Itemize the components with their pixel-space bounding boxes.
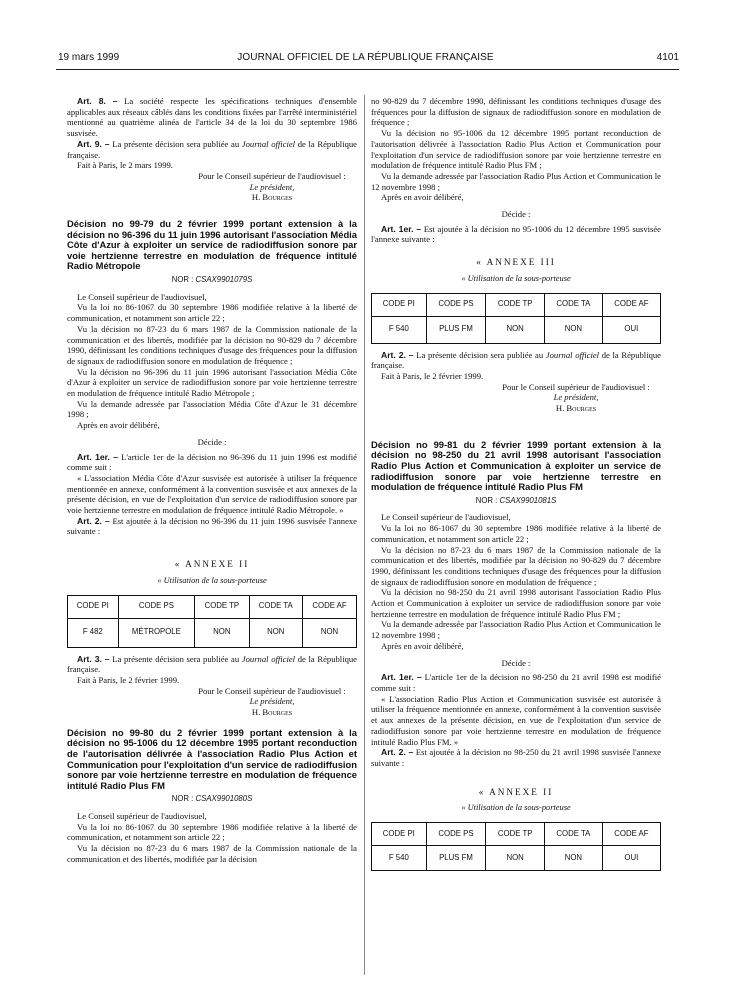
quoted-paragraph: « L'association Média Côte d'Azur susvisée est autorisée à utiliser la fréquence mentionnée en annexe, conformément à la convention susvisée et aux annexes de la présente décision, en vue de l'exploitation d'un service de radiodiffusion sonore par voie hertzienne terrestre en modulation de fréquence intitulé Radio Métropole. » bbox=[67, 472, 357, 516]
annexe-heading: « ANNEXE III bbox=[476, 257, 556, 268]
header-rule bbox=[56, 69, 679, 70]
table-cell: F 482 bbox=[68, 618, 119, 647]
signature-block: Pour le Conseil supérieur de l'audiovisuel : Le président, H. Bourges bbox=[198, 170, 346, 203]
paragraph: Vu la demande adressée par l'association Radio Plus Action et Communication le 12 novembre 1998 ; bbox=[371, 170, 661, 192]
table-cell: NON bbox=[303, 618, 357, 647]
table-cell: MÉTROPOLE bbox=[118, 618, 195, 647]
paragraph: Le Conseil supérieur de l'audiovisuel, bbox=[381, 512, 511, 523]
quoted-paragraph: « L'association Radio Plus Action et Communication susvisée est autorisée à utiliser la fréquence mentionnée en annexe, conformément à la convention susvisée et aux annexes de la présente décision, en vue de l'exploitation d'un service de radiodiffusion sonore par voie hertzienne terrestre en modulation de fréquence intitulé Radio Plus FM. » bbox=[371, 693, 661, 747]
article-1: Art. 1er. – L'article 1er de la décision no 96-396 du 11 juin 1996 est modifié comme suit : bbox=[67, 451, 357, 473]
paragraph: Vu la demande adressée par l'association Média Côte d'Azur le 31 décembre 1998 ; bbox=[67, 398, 357, 420]
fait-a-paris: Fait à Paris, le 2 mars 1999. bbox=[77, 160, 173, 171]
column-divider bbox=[364, 95, 365, 975]
right-column bbox=[371, 96, 661, 871]
table-header: CODE AF bbox=[602, 293, 660, 316]
left-column bbox=[67, 96, 357, 865]
table-cell: OUI bbox=[602, 846, 660, 871]
table-header: CODE PS bbox=[426, 823, 486, 846]
table-header: CODE AF bbox=[602, 823, 660, 846]
table-header: CODE TP bbox=[195, 595, 249, 618]
annexe-subtitle: « Utilisation de la sous-porteuse bbox=[157, 575, 267, 585]
decision-99-81-title: Décision no 99-81 du 2 février 1999 portant extension à la décision no 98-250 du 21 avril 1998 autorisant l'association Radio Plus Action et Communication à exploiter un service de radiodiffusion sonore par voie hertzienne terrestre en modulation de fréquence intitulé Radio Plus FM bbox=[371, 438, 661, 493]
table-cell: NON bbox=[249, 618, 303, 647]
table-cell: PLUS FM bbox=[426, 846, 486, 871]
paragraph: Vu la demande adressée par l'association Radio Plus Action et Communication le 12 novembre 1998 ; bbox=[371, 619, 661, 641]
annexe-subtitle: « Utilisation de la sous-porteuse bbox=[461, 803, 571, 813]
paragraph: Après en avoir délibéré, bbox=[381, 640, 464, 651]
paragraph: Le Conseil supérieur de l'audiovisuel, bbox=[77, 291, 207, 302]
table-header: CODE PS bbox=[426, 293, 486, 316]
decision-99-79-title: Décision no 99-79 du 2 février 1999 portant extension à la décision no 96-396 du 11 juin 1996 autorisant l'association Média Côte d'Azur à exploiter un service de radiodiffusion sonore par voie hertzienne terrestre en modulation de fréquence intitulé Radio Métropole bbox=[67, 218, 357, 272]
page-number: 4101 bbox=[656, 52, 679, 63]
table-cell: NON bbox=[545, 846, 603, 871]
subcarrier-table bbox=[371, 822, 661, 871]
nor-reference: NOR : CSAX9901081S bbox=[475, 495, 557, 505]
table-header: CODE TA bbox=[545, 823, 603, 846]
table-cell: NON bbox=[195, 618, 249, 647]
table-header: CODE TA bbox=[249, 595, 303, 618]
paragraph: Vu la décision no 95-1006 du 12 décembre 1995 portant reconduction de l'autorisation délivrée à l'association Radio Plus Action et Communication pour l'exploitation d'un service de radiodiffusion sonore par voie hertzienne terrestre en modulation de fréquence intitulé Radio Plus FM ; bbox=[371, 128, 661, 171]
decide-label: Décide : bbox=[197, 436, 227, 447]
table-header: CODE PI bbox=[372, 823, 427, 846]
paragraph: Vu la décision no 87-23 du 6 mars 1987 de la Commission nationale de la communication et des libertés, modifiée par la décision no 90-829 du 7 décembre 1990, définissant les conditions techniques d'usage des fréquences pour la diffusion de signaux de radiodiffusion sonore en modulation de fréquence ; bbox=[371, 544, 661, 587]
decide-label: Décide : bbox=[501, 657, 531, 668]
table-header: CODE TP bbox=[486, 823, 545, 846]
annexe-heading: « ANNEXE II bbox=[478, 786, 554, 797]
paragraph: Vu la décision no 98-250 du 21 avril 1998 autorisant l'association Radio Plus Action et Communication à exploiter un service de radiodiffusion sonore par voie hertzienne terrestre en modulation de fréquence intitulé Radio Plus FM ; bbox=[371, 587, 661, 619]
nor-reference: NOR : CSAX9901079S bbox=[171, 275, 253, 284]
issue-date: 19 mars 1999 bbox=[58, 52, 120, 63]
subcarrier-table bbox=[67, 595, 357, 648]
table-cell: NON bbox=[486, 846, 545, 871]
article-9: Art. 9. – La présente décision sera publiée au Journal officiel de la République française. bbox=[67, 138, 357, 160]
annexe-subtitle: « Utilisation de la sous-porteuse bbox=[461, 273, 571, 283]
article-2: Art. 2. – Est ajoutée à la décision no 96-396 du 11 juin 1996 susvisée l'annexe suivante : bbox=[67, 515, 357, 537]
subcarrier-table bbox=[371, 293, 661, 344]
journal-title: JOURNAL OFFICIEL DE LA RÉPUBLIQUE FRANÇAISE bbox=[237, 52, 494, 63]
fait-a-paris: Fait à Paris, le 2 février 1999. bbox=[77, 674, 180, 685]
table-header: CODE TA bbox=[545, 293, 603, 316]
table-header: CODE PS bbox=[118, 595, 195, 618]
paragraph: Le Conseil supérieur de l'audiovisuel, bbox=[77, 811, 207, 822]
paragraph: no 90-829 du 7 décembre 1990, définissant les conditions techniques d'usage des fréquences pour la diffusion de signaux de radiodiffusion sonore en modulation de fréquence ; bbox=[371, 96, 661, 128]
table-header: CODE TP bbox=[486, 293, 545, 316]
table-cell: NON bbox=[486, 316, 545, 343]
table-header: CODE PI bbox=[68, 595, 119, 618]
paragraph: Vu la décision no 87-23 du 6 mars 1987 de la Commission nationale de la communication et des libertés, modifiée par la décision no 90-829 du 7 décembre 1990, définissant les conditions techniques d'usage des fréquences pour la diffusion de signaux de radiodiffusion sonore en modulation de fréquence ; bbox=[67, 323, 357, 366]
article-1: Art. 1er. – L'article 1er de la décision no 98-250 du 21 avril 1998 est modifié comme suit : bbox=[371, 672, 661, 693]
paragraph: Après en avoir délibéré, bbox=[381, 192, 464, 203]
fait-a-paris: Fait à Paris, le 2 février 1999. bbox=[381, 370, 484, 381]
table-header: CODE AF bbox=[303, 595, 357, 618]
article-1: Art. 1er. – Est ajoutée à la décision no 95-1006 du 12 décembre 1995 susvisée l'annexe suivante : bbox=[371, 223, 662, 245]
paragraph: Vu la loi no 86-1067 du 30 septembre 1986 modifiée relative à la liberté de communication, et notamment son article 22 ; bbox=[371, 523, 661, 544]
decide-label: Décide : bbox=[501, 209, 531, 220]
signature-block: Pour le Conseil supérieur de l'audiovisuel : Le président, H. Bourges bbox=[198, 685, 346, 718]
table-cell: NON bbox=[545, 316, 603, 343]
table-header: CODE PI bbox=[372, 293, 427, 316]
table-cell: F 540 bbox=[372, 846, 427, 871]
paragraph: Vu la décision no 96-396 du 11 juin 1996 autorisant l'association Média Côte d'Azur à exploiter un service de radiodiffusion sonore par voie hertzienne terrestre en modulation de fréquence intitulé Radio Métropole ; bbox=[67, 366, 357, 399]
table-cell: PLUS FM bbox=[426, 316, 486, 343]
signature-block: Pour le Conseil supérieur de l'audiovisuel : Le président, H. Bourges bbox=[502, 381, 650, 414]
page-header bbox=[52, 52, 679, 68]
nor-reference: NOR : CSAX9901080S bbox=[171, 794, 253, 804]
paragraph: Après en avoir délibéré, bbox=[77, 420, 160, 431]
table-cell: OUI bbox=[602, 316, 660, 343]
decision-99-80-title: Décision no 99-80 du 2 février 1999 portant extension à la décision no 95-1006 du 12 décembre 1995 portant reconduction de l'autorisation délivrée à l'association Radio Plus Action et Communication pour l'exploitation d'un service de radiodiffusion sonore par voie hertzienne terrestre en modulation de fréquence intitulé Radio Plus FM bbox=[67, 726, 357, 791]
paragraph: Vu la décision no 87-23 du 6 mars 1987 de la Commission nationale de la communication et des libertés, modifiée par la décision bbox=[67, 843, 357, 864]
table-cell: F 540 bbox=[372, 316, 427, 343]
article-2: Art. 2. – Est ajoutée à la décision no 98-250 du 21 avril 1998 susvisée l'annexe suivante : bbox=[371, 747, 661, 768]
article-2: Art. 2. – La présente décision sera publiée au Journal officiel de la République française. bbox=[371, 349, 661, 371]
paragraph: Vu la loi no 86-1067 du 30 septembre 1986 modifiée relative à la liberté de communication, et notamment son article 22 ; bbox=[67, 821, 357, 843]
article-3: Art. 3. – La présente décision sera publiée au Journal officiel de la République française. bbox=[67, 653, 357, 675]
article-8: Art. 8. – La société respecte les spécifications techniques d'ensemble applicables aux réseaux câblés dans les conditions fixées par l'arrêté interministériel mentionné au quatrième alinéa de l'article 34 de la loi du 30 septembre 1986 susvisée. bbox=[67, 96, 357, 139]
annexe-heading: « ANNEXE II bbox=[174, 559, 250, 570]
paragraph: Vu la loi no 86-1067 du 30 septembre 1986 modifiée relative à la liberté de communication, et notamment son article 22 ; bbox=[67, 302, 357, 324]
